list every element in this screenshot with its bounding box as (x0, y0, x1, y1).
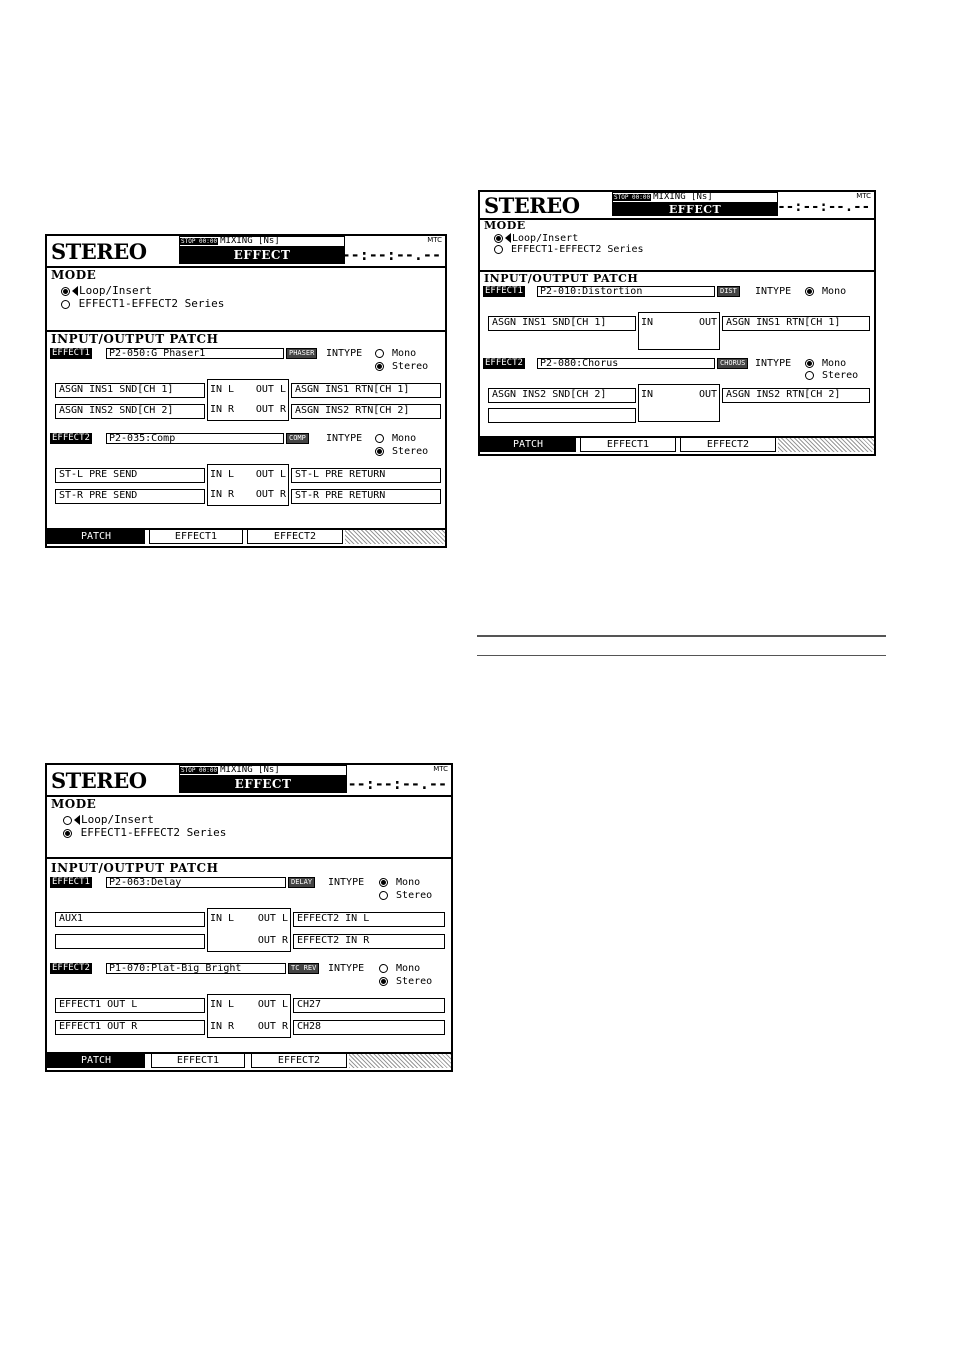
section-rule-top (477, 635, 886, 637)
mode-option-series[interactable] (63, 826, 226, 839)
status-block (179, 765, 347, 793)
radio-selected-icon (379, 878, 388, 887)
radio-unselected-icon (61, 300, 70, 309)
mode-option-label: Loop/Insert (79, 284, 152, 297)
intype-option-label: Stereo (822, 370, 859, 381)
intype-mono-option[interactable] (375, 433, 416, 444)
cursor-arrow-icon (72, 286, 78, 296)
effect1-io-block (207, 908, 291, 952)
intype-label: INTYPE (326, 433, 363, 444)
effect1-output-l[interactable]: EFFECT2 IN L (293, 912, 445, 927)
transport-tag: STOP 00:00 (614, 194, 651, 201)
out-l-label: OUT L (255, 469, 286, 480)
intype-stereo-option[interactable] (805, 370, 858, 381)
tab-patch[interactable]: PATCH (47, 1054, 145, 1068)
tab-effect2[interactable]: EFFECT2 (247, 530, 343, 544)
in-r-label: IN R (210, 404, 235, 415)
radio-selected-icon (61, 287, 70, 296)
effect-screen-2 (45, 763, 453, 1072)
out-l-label: OUT L (257, 913, 288, 924)
stereo-title: STEREO (484, 193, 580, 218)
effect2-type-badge: COMP (286, 433, 309, 444)
effect1-io-block (638, 312, 720, 350)
out-l-label: OUT L (255, 384, 286, 395)
effect1-io-block (207, 379, 289, 421)
effect1-preset-field[interactable]: P2-050:G Phaser1 (106, 348, 284, 359)
out-r-label: OUT R (255, 404, 286, 415)
out-label: OUT (698, 389, 717, 400)
effect2-preset-field[interactable]: P1-070:Plat-Big Bright (106, 963, 286, 974)
effect1-preset-field[interactable]: P2-063:Delay (106, 877, 286, 888)
tab-effect2[interactable]: EFFECT2 (251, 1054, 347, 1068)
out-l-label: OUT L (257, 999, 288, 1010)
effect2-output-r[interactable]: ST-R PRE RETURN (291, 489, 441, 504)
effect1-tag: EFFECT1 (485, 286, 523, 296)
effect2-output-l[interactable]: ST-L PRE RETURN (291, 468, 441, 483)
effect1-input-l[interactable]: ASGN INS1 SND[CH 1] (55, 383, 205, 398)
effect1-output-r[interactable]: EFFECT2 IN R (293, 934, 445, 949)
radio-unselected-icon (375, 434, 384, 443)
effect2-tag: EFFECT2 (52, 433, 90, 443)
timecode-display: --:--:--.-- (777, 199, 870, 215)
page-name: EFFECT (179, 247, 345, 264)
patch-title: INPUT/OUTPUT PATCH (51, 861, 219, 875)
tab-bar (47, 1052, 451, 1070)
cursor-arrow-icon (74, 815, 80, 825)
timecode-display: --:--:--.-- (347, 775, 447, 793)
radio-selected-icon (494, 234, 503, 243)
transport-tag: STOP 00:00 (181, 238, 218, 245)
radio-unselected-icon (379, 891, 388, 900)
radio-unselected-icon (805, 371, 814, 380)
effect2-io-block (207, 464, 289, 506)
intype-label: INTYPE (755, 358, 792, 369)
mixing-mode-label: MIXING [Ns] (220, 765, 280, 775)
effect1-input-l[interactable]: AUX1 (55, 912, 205, 927)
effect-screen-3 (478, 190, 876, 456)
intype-mono-option[interactable] (379, 963, 420, 974)
intype-mono-option[interactable] (375, 348, 416, 359)
in-l-label: IN L (210, 913, 235, 924)
radio-unselected-icon (63, 816, 72, 825)
timecode-display: --:--:--.-- (341, 246, 441, 264)
tab-effect2[interactable]: EFFECT2 (680, 438, 776, 452)
intype-label: INTYPE (328, 963, 365, 974)
mixing-mode-label: MIXING [Ns] (220, 236, 280, 246)
effect-screen-1 (45, 234, 447, 548)
transport-tag: STOP 00:00 (181, 767, 218, 774)
effect1-tag: EFFECT1 (52, 877, 90, 887)
intype-option-label: Mono (822, 286, 847, 297)
radio-unselected-icon (379, 964, 388, 973)
stereo-title: STEREO (51, 239, 147, 264)
mode-option-label: Loop/Insert (512, 233, 579, 244)
effect2-input-l[interactable]: EFFECT1 OUT L (55, 998, 205, 1013)
intype-label: INTYPE (755, 286, 792, 297)
mode-option-label: EFFECT1-EFFECT2 Series (511, 244, 644, 255)
screen-header (47, 236, 445, 268)
in-label: IN (641, 317, 654, 328)
effect1-type-badge: PHASER (286, 348, 317, 359)
intype-option-label: Mono (396, 963, 421, 974)
intype-stereo-option[interactable] (379, 976, 432, 987)
intype-option-label: Mono (822, 358, 847, 369)
intype-mono-option[interactable] (805, 358, 846, 369)
intype-option-label: Mono (396, 877, 421, 888)
mode-section (47, 266, 445, 332)
in-label: IN (641, 389, 654, 400)
tab-bar (47, 528, 445, 546)
effect2-tag: EFFECT2 (52, 963, 90, 973)
screen-header (47, 765, 451, 797)
tab-effect1[interactable]: EFFECT1 (149, 530, 243, 544)
effect2-input-empty[interactable] (488, 408, 636, 423)
effect1-input-r[interactable]: ASGN INS2 SND[CH 2] (55, 404, 205, 419)
in-r-label: IN R (210, 489, 235, 500)
effect1-tag: EFFECT1 (52, 348, 90, 358)
mixing-mode-label: MIXING [Ns] (653, 192, 713, 202)
status-block (612, 192, 778, 216)
effect2-preset-field[interactable]: P2-080:Chorus (537, 358, 715, 369)
mode-section (47, 795, 451, 859)
tab-patch[interactable]: PATCH (480, 438, 576, 452)
radio-selected-icon (805, 287, 814, 296)
effect1-output-r[interactable]: ASGN INS2 RTN[CH 2] (291, 404, 441, 419)
tab-patch[interactable]: PATCH (47, 530, 145, 544)
effect1-input-r[interactable] (55, 934, 205, 949)
mode-option-loop-insert[interactable] (61, 284, 152, 297)
radio-selected-icon (375, 447, 384, 456)
intype-option-label: Stereo (396, 976, 433, 987)
effect1-output-l[interactable]: ASGN INS1 RTN[CH 1] (291, 383, 441, 398)
effect2-tag: EFFECT2 (485, 358, 523, 368)
mode-option-series[interactable] (494, 244, 643, 255)
intype-stereo-option[interactable] (379, 890, 432, 901)
effect1-preset-field[interactable]: P2-010:Distortion (537, 286, 715, 297)
effect1-type-badge: DELAY (288, 877, 315, 888)
effect1-input[interactable]: ASGN INS1 SND[CH 1] (488, 316, 636, 331)
intype-mono-option[interactable] (805, 286, 846, 297)
effect2-input-l[interactable]: ST-L PRE SEND (55, 468, 205, 483)
tab-bar-fill (778, 438, 874, 452)
tab-effect1[interactable]: EFFECT1 (151, 1054, 245, 1068)
effect2-io-block (207, 994, 291, 1038)
intype-option-label: Stereo (396, 890, 433, 901)
mode-option-label: Loop/Insert (81, 813, 154, 826)
effect1-type-badge: DIST (717, 286, 740, 297)
effect2-output-l[interactable]: CH27 (293, 998, 445, 1013)
mode-section (480, 218, 874, 272)
radio-selected-icon (375, 362, 384, 371)
status-block (179, 236, 345, 264)
patch-title: INPUT/OUTPUT PATCH (51, 332, 219, 346)
in-r-label: IN R (210, 1021, 235, 1032)
out-r-label: OUT R (257, 935, 288, 946)
mode-title: MODE (484, 219, 526, 232)
cursor-arrow-icon (505, 233, 511, 243)
effect2-type-badge: CHORUS (717, 358, 748, 369)
effect2-output-r[interactable]: CH28 (293, 1020, 445, 1035)
radio-selected-icon (805, 359, 814, 368)
mode-title: MODE (51, 797, 97, 811)
effect2-output[interactable]: ASGN INS2 RTN[CH 2] (722, 388, 870, 403)
in-l-label: IN L (210, 469, 235, 480)
effect2-preset-field[interactable]: P2-035:Comp (106, 433, 284, 444)
mode-title: MODE (51, 268, 97, 282)
radio-selected-icon (379, 977, 388, 986)
mode-option-label: EFFECT1-EFFECT2 Series (80, 826, 227, 839)
mode-option-label: EFFECT1-EFFECT2 Series (78, 297, 225, 310)
radio-selected-icon (63, 829, 72, 838)
intype-mono-option[interactable] (379, 877, 420, 888)
in-l-label: IN L (210, 999, 235, 1010)
screen-header (480, 192, 874, 220)
tab-bar-fill (345, 530, 445, 544)
mode-option-loop-insert[interactable] (494, 233, 578, 244)
intype-option-label: Stereo (392, 446, 429, 457)
effect2-input-r[interactable]: ST-R PRE SEND (55, 489, 205, 504)
out-label: OUT (698, 317, 717, 328)
in-l-label: IN L (210, 384, 235, 395)
mtc-label: MTC (433, 765, 448, 773)
tab-bar-fill (349, 1054, 451, 1068)
mode-option-series[interactable] (61, 297, 224, 310)
section-rule-bottom (477, 655, 886, 656)
mtc-label: MTC (427, 236, 442, 244)
radio-unselected-icon (375, 349, 384, 358)
page-name: EFFECT (612, 203, 778, 216)
mode-option-loop-insert[interactable] (63, 813, 154, 826)
radio-unselected-icon (494, 245, 503, 254)
effect2-input[interactable]: ASGN INS2 SND[CH 2] (488, 388, 636, 403)
intype-option-label: Stereo (392, 361, 429, 372)
intype-stereo-option[interactable] (375, 361, 428, 372)
out-r-label: OUT R (257, 1021, 288, 1032)
intype-label: INTYPE (328, 877, 365, 888)
mtc-label: MTC (856, 192, 871, 200)
page-name: EFFECT (179, 776, 347, 793)
intype-label: INTYPE (326, 348, 363, 359)
intype-stereo-option[interactable] (375, 446, 428, 457)
effect1-output[interactable]: ASGN INS1 RTN[CH 1] (722, 316, 870, 331)
stereo-title: STEREO (51, 768, 147, 793)
patch-title: INPUT/OUTPUT PATCH (484, 272, 639, 285)
tab-bar (480, 436, 874, 454)
tab-effect1[interactable]: EFFECT1 (580, 438, 676, 452)
effect2-io-block (638, 384, 720, 422)
intype-option-label: Mono (392, 348, 417, 359)
effect1-line (483, 286, 871, 297)
effect2-type-badge: TC REV (288, 963, 319, 974)
out-r-label: OUT R (255, 489, 286, 500)
effect2-input-r[interactable]: EFFECT1 OUT R (55, 1020, 205, 1035)
intype-option-label: Mono (392, 433, 417, 444)
